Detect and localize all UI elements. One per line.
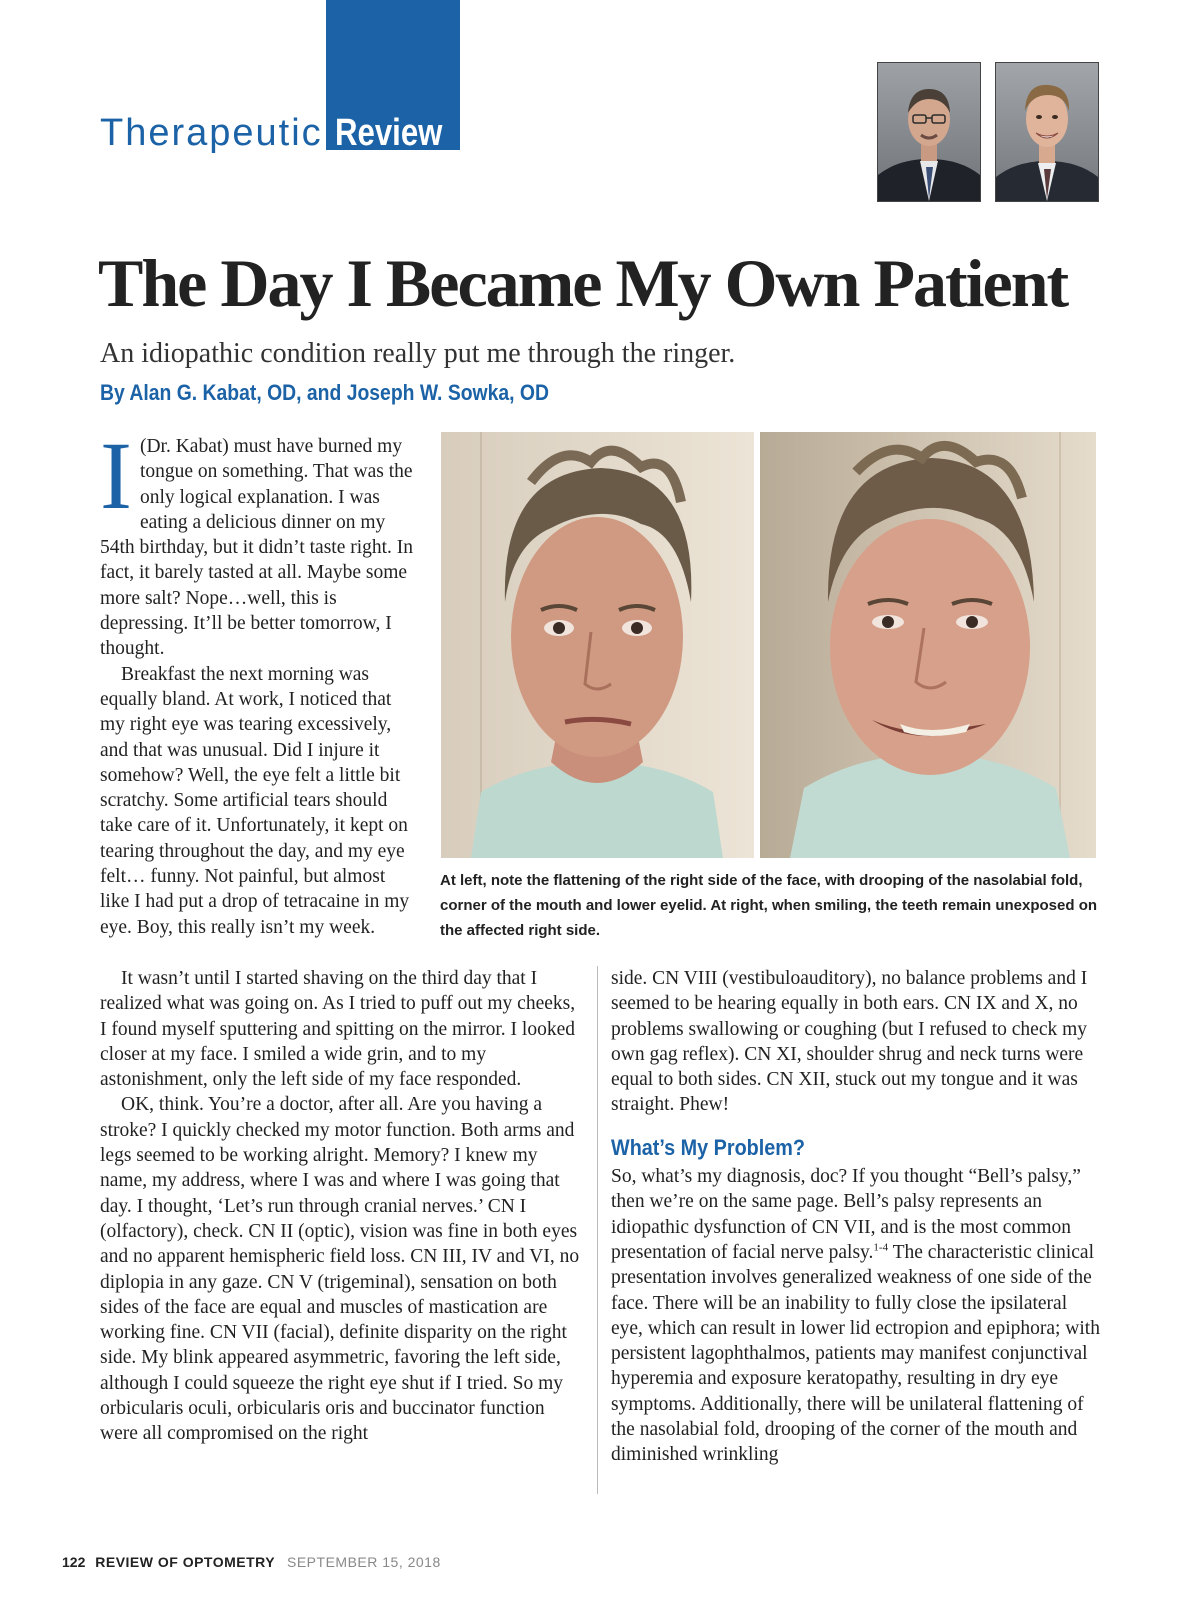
article-headline: The Day I Became My Own Patient [98, 245, 1068, 321]
patient-photo-neutral [441, 432, 754, 858]
article-dek: An idiopathic condition really put me through the ringer. [100, 338, 736, 369]
page-footer [62, 1554, 441, 1570]
body-text-run: So, what’s my diagnosis, doc? If you thought “Bell’s palsy,” then we’re on the same page. Bell’s palsy represents an idiopathic dysfunction of CN VII, and is the most common presentation of facial nerve palsy. [611, 1166, 1081, 1263]
column-divider [597, 966, 598, 1494]
figure-caption: At left, note the flattening of the right side of the face, with drooping of the nasolabial fold, corner of the mouth and lower eyelid. At right, when smiling, the teeth remain unexposed on the affected right side. [440, 872, 1098, 939]
patient-photo-smiling [760, 432, 1096, 858]
article-byline: By Alan G. Kabat, OD, and Joseph W. Sowka, OD [100, 380, 549, 405]
section-label-light: Therapeutic [100, 112, 323, 154]
publication-name: REVIEW OF OPTOMETRY [95, 1554, 276, 1570]
body-paragraph: Breakfast the next morning was equally bland. At work, I noticed that my right eye was tearing excessively, and that was unusual. Did I injure it somehow? Well, the eye felt a little bit scratchy. Some artificial tears should take care of it. Unfortunately, it kept on tearing throughout the day, and my eye felt… funny. Not painful, but almost like I had put a drop of tetracaine in my eye. Boy, this really isn’t my week. [100, 663, 410, 938]
section-subhead: What’s My Problem? [611, 1134, 805, 1160]
issue-date: SEPTEMBER 15, 2018 [287, 1554, 441, 1570]
section-label-bold: Review [334, 112, 443, 154]
body-paragraph: side. CN VIII (vestibuloauditory), no balance problems and I seemed to be hearing equally in both ears. CN IX and X, no problems swallowing or coughing (but I refused to check my own gag reflex). CN XI, shoulder shrug and neck turns were equal to both sides. CN XII, stuck out my tongue and it was straight. Phew! [611, 968, 1088, 1116]
body-paragraph [611, 1164, 1103, 1468]
author-photo-2 [995, 62, 1099, 202]
citation-superscript: 1-4 [873, 1241, 889, 1254]
section-label [100, 104, 466, 152]
drop-cap: I [100, 422, 132, 529]
author-photo-1 [877, 62, 981, 202]
body-paragraph: OK, think. You’re a doctor, after all. Are you having a stroke? I quickly checked my motor function. Both arms and legs seemed to be working alright. Memory? I knew my name, my address, where I was and where I was going that day. I thought, ‘Let’s run through cranial nerves.’ CN I (olfactory), check. CN II (optic), vision was fine in both eyes and no apparent hemispheric field loss. CN III, IV and VI, no diplopia in any gaze. CN V (trigeminal), sensation on both sides of the face are equal and muscles of mastication are working fine. CN VII (facial), definite disparity on the right side. My blink appeared asymmetric, favoring the left side, although I could squeeze the right eye shut if I tried. So my orbicularis oculi, orbicularis oris and buccinator function were all compromised on the right [100, 1094, 580, 1445]
body-column-1-top [100, 422, 418, 940]
body-paragraph: It wasn’t until I started shaving on the third day that I realized what was going on. As I tried to puff out my cheeks, I found myself sputtering and spitting on the mirror. I looked closer at my face. I smiled a wide grin, and to my astonishment, only the left side of my face responded. [100, 968, 576, 1091]
body-column-1-bottom [100, 966, 586, 1447]
page-number: 122 [62, 1554, 86, 1570]
body-text-run: The characteristic clinical presentation involves generalized weakness of one side of the face. There will be an inability to fully close the ipsilateral eye, which can result in lower lid ectropion and epiphora; with persistent lagophthalmos, patients may manifest conjunctival hyperemia and exposure keratopathy, resulting in dry eye symptoms. Additionally, there will be unilateral flattening of the nasolabial fold, drooping of the corner of the mouth and diminished wrinkling [611, 1241, 1100, 1466]
body-paragraph: (Dr. Kabat) must have burned my tongue on something. That was the only logical explanation. I was eating a delicious dinner on my 54th birthday, but it didn’t taste right. In fact, it barely tasted at all. Maybe some more salt? Nope…well, this is depressing. It’ll be better tomorrow, I thought. [100, 436, 414, 660]
body-column-2 [611, 966, 1103, 1468]
